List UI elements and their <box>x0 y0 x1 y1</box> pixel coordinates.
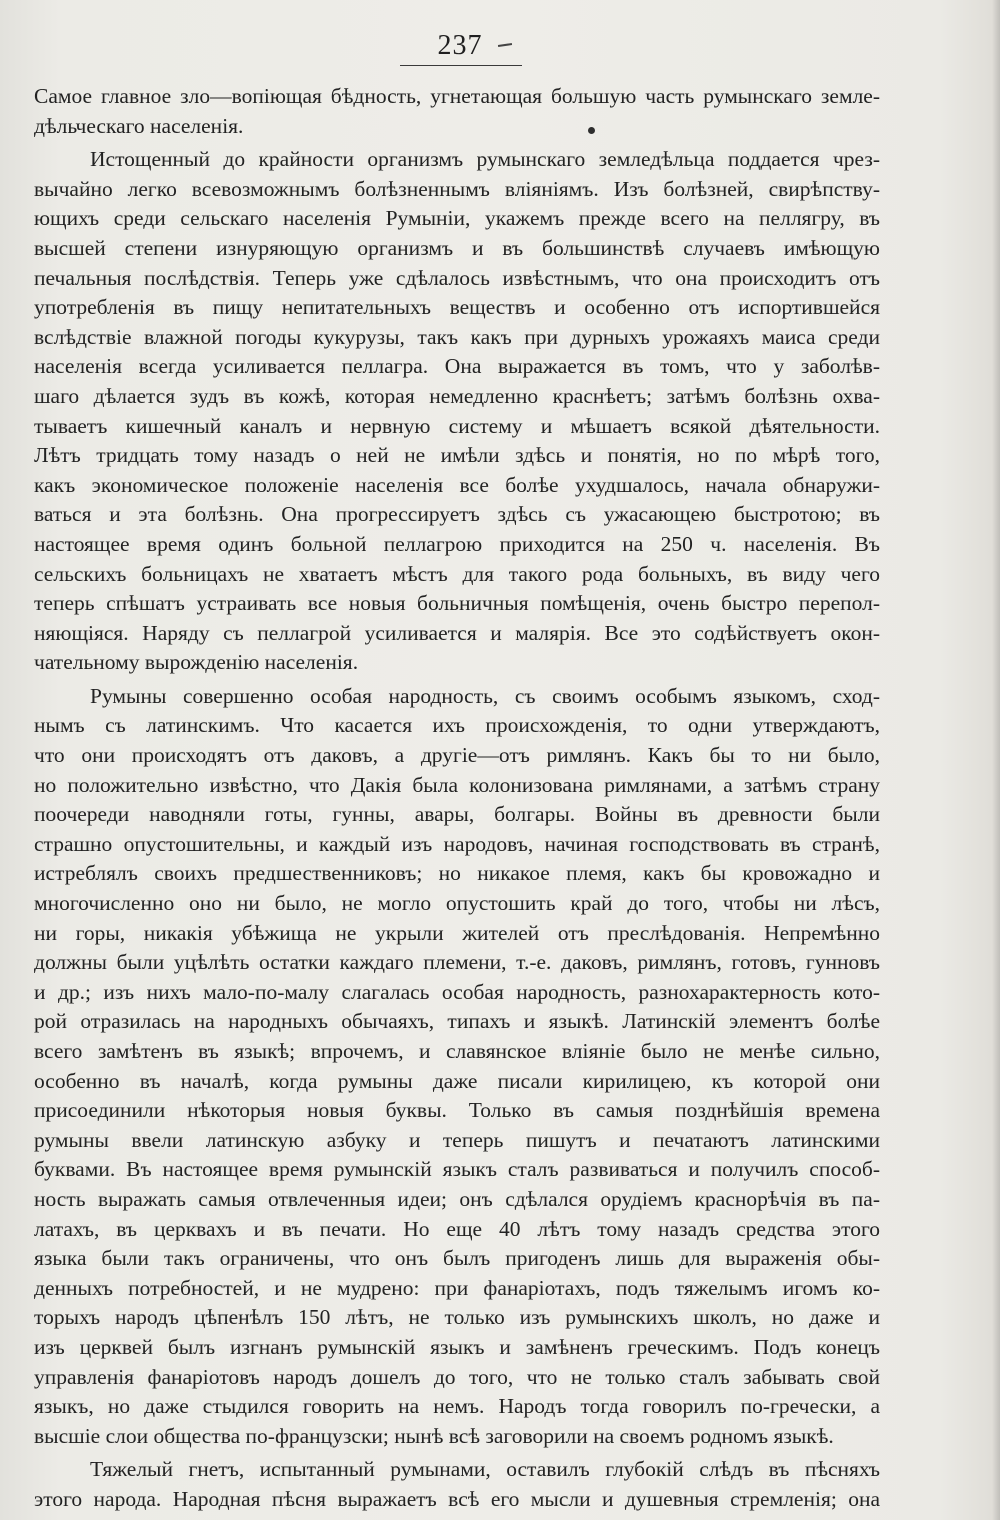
page-number-mark <box>498 43 512 47</box>
page-spine-shadow <box>992 0 1000 1520</box>
text-line: вычайно легко всевозможнымъ болѣзненнымъ вліяніямъ. Изъ болѣзней, свирѣпству- <box>34 176 880 201</box>
text-line: ность выражать самыя отвлеченныя идеи; онъ сдѣлался орудіемъ краснорѣчія въ па- <box>34 1186 880 1211</box>
text-line: особенно въ началѣ, когда румыны даже писали кирилицею, къ которой они <box>34 1068 880 1093</box>
text-line: теперь спѣшатъ устраивать все новыя больничныя помѣщенія, очень быстро перепол- <box>34 591 880 616</box>
text-line: латахъ, въ церквахъ и въ печати. Но еще 40 лѣтъ тому назадъ средства этого <box>34 1216 880 1241</box>
text-line: румыны ввели латинскую азбуку и теперь пишутъ и печатаютъ латинскими <box>34 1127 880 1152</box>
text-line: изъ церквей былъ изгнанъ румынскій языкъ и замѣненъ греческимъ. Подъ конецъ <box>34 1334 880 1359</box>
text-line: всего замѣтенъ въ языкѣ; впрочемъ, и славянское вліяніе было не менѣе сильно, <box>34 1039 880 1063</box>
text-line: Тяжелый гнетъ, испытанный румынами, оставилъ глубокій слѣдъ въ пѣсняхъ <box>90 1457 880 1482</box>
text-line: рой отразилась на народныхъ обычаяхъ, типахъ и языкѣ. Латинскій элементъ болѣе <box>34 1009 880 1034</box>
text-line: денныхъ потребностей, и не мудрено: при фанаріотахъ, подъ тяжелымъ игомъ ко- <box>34 1275 880 1300</box>
text-line: но положительно извѣстно, что Дакія была колонизована римлянами, а затѣмъ страну <box>34 772 880 797</box>
text-line: управленія фанаріотовъ народъ дошелъ до того, что не только сталъ забывать свой <box>34 1364 880 1389</box>
text-line: ни горы, никакія убѣжища не укрыли жителей отъ преслѣдованія. Непремѣнно <box>34 920 880 945</box>
page-number: 237 <box>437 30 483 61</box>
text-line: ваться и эта болѣзнь. Она прогрессируетъ здѣсь съ ужасающею быстротою; въ <box>34 502 880 527</box>
text-line: должны были уцѣлѣть остатки каждаго племени, т.-е. даковъ, римлянъ, готовъ, гунновъ <box>34 950 880 975</box>
text-line: населенія всегда усиливается пеллагра. Она выражается въ томъ, что у заболѣв- <box>34 354 880 379</box>
text-line: сельскихъ больницахъ не хватаетъ мѣстъ для такого рода больныхъ, въ виду чего <box>34 561 880 586</box>
text-line: чательному вырожденію населенія. <box>34 650 359 675</box>
text-line: поочереди наводняли готы, гунны, авары, болгары. Войны въ древности были <box>34 802 880 827</box>
body-text <box>34 82 880 1515</box>
text-line: Румыны совершенно особая народность, съ своимъ особымъ языкомъ, сход- <box>90 683 880 708</box>
text-line: Истощенный до крайности организмъ румынскаго земледѣльца поддается чрез- <box>90 147 880 172</box>
text-line: Лѣтъ тридцать тому назадъ о ней не имѣли здѣсь и понятія, но по мѣрѣ того, <box>34 443 880 468</box>
text-line: торыхъ народъ цѣпенѣлъ 150 лѣтъ, не только изъ румынскихъ школъ, но даже и <box>34 1305 880 1330</box>
text-line: какъ экономическое положеніе населенія все болѣе ухудшалось, начала обнаружи- <box>34 472 880 497</box>
text-line: высшей степени изнуряющую организмъ и въ большинствѣ случаевъ имѣющую <box>34 235 880 260</box>
text-line: высшіе слои общества по-французски; нынѣ всѣ заговорили на своемъ родномъ языкѣ. <box>34 1423 834 1448</box>
text-line: тываетъ кишечный каналъ и нервную систему и мѣшаетъ всякой дѣятельности. <box>34 413 880 438</box>
text-line: няющіяся. Наряду съ пеллагрой усиливается и малярія. Все это содѣйствуетъ окон- <box>34 620 880 645</box>
text-line: и др.; изъ нихъ мало-по-малу слагалась особая народность, разнохарактерность кото- <box>34 979 880 1004</box>
header-rule <box>400 65 522 66</box>
text-line: вслѣдствіе влажной погоды кукурузы, такъ какъ при дурныхъ урожаяхъ маиса среди <box>34 324 880 349</box>
text-line: буквами. Въ настоящее время румынскій языкъ сталъ развиваться и получилъ способ- <box>34 1157 880 1182</box>
text-line: присоединили нѣкоторыя новыя буквы. Только въ самыя позднѣйшія времена <box>34 1098 880 1123</box>
text-line: истреблялъ своихъ предшественниковъ; но никакое племя, какъ бы кровожадно и <box>34 861 880 886</box>
text-line: языка были такъ ограничены, что онъ былъ пригоденъ лишь для выраженія обы- <box>34 1246 880 1271</box>
text-line: настоящее время одинъ больной пеллагрою приходится на 250 ч. населенія. Въ <box>34 531 880 556</box>
text-line: языкъ, но даже стыдился говорить на немъ. Народъ тогда говорилъ по-гречески, а <box>34 1394 880 1419</box>
text-line: дѣльческаго населенія. <box>34 113 244 138</box>
text-line: шаго дѣлается зудъ въ кожѣ, которая немедленно краснѣетъ; затѣмъ болѣзнь охва- <box>34 383 880 408</box>
text-line: страшно опустошительны, и каждый изъ народовъ, начиная господствовать въ странѣ, <box>34 831 880 856</box>
text-line: многочисленно оно ни было, не могло опустошить край до того, чтобы ни лѣсъ, <box>34 891 880 916</box>
text-line: нымъ съ латинскимъ. Что касается ихъ происхожденія, то одни утверждаютъ, <box>34 713 880 738</box>
text-line: ющихъ среди сельскаго населенія Румыніи, укажемъ прежде всего на пеллягру, въ <box>34 206 880 231</box>
text-line: этого народа. Народная пѣсня выражаетъ всѣ его мысли и душевныя стремленія; она <box>34 1486 880 1511</box>
text-line: Самое главное зло—вопіющая бѣдность, угнетающая большую часть румынскаго земле- <box>34 84 880 108</box>
text-line: печальныя послѣдствія. Теперь уже сдѣлалось извѣстнымъ, что она происходитъ отъ <box>34 265 880 290</box>
text-line: употребленія въ пищу непитательныхъ веществъ и особенно отъ испортившейся <box>34 295 880 320</box>
text-line: что они происходятъ отъ даковъ, а другіе—отъ римлянъ. Какъ бы то ни было, <box>34 743 880 768</box>
